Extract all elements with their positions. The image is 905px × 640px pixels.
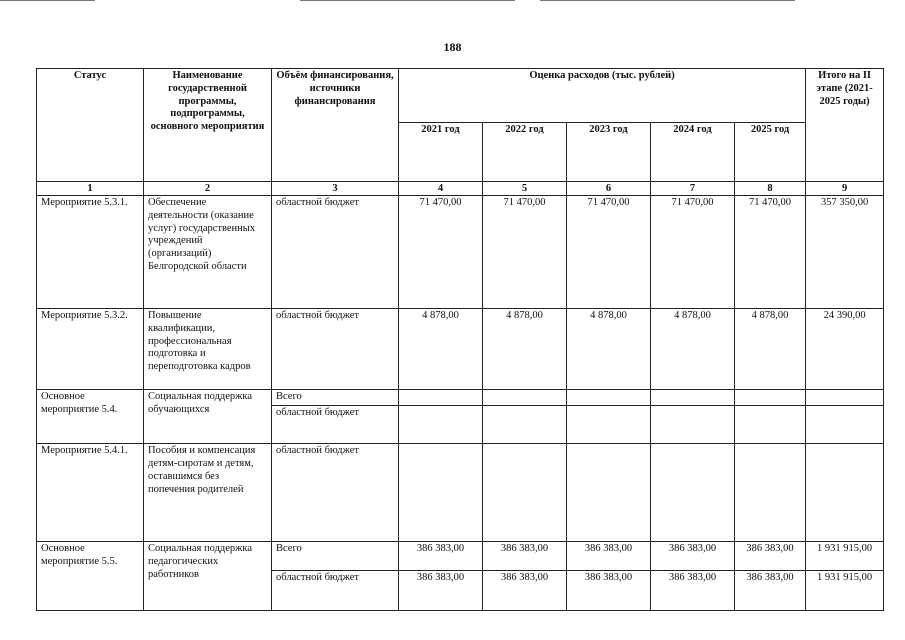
row-status: Мероприятие 5.3.2. <box>37 309 144 390</box>
row-value: 386 383,00 <box>735 570 806 610</box>
row-value: 4 878,00 <box>567 309 651 390</box>
row-source: Всего <box>272 389 399 405</box>
table-row <box>37 309 884 390</box>
row-total <box>806 405 884 443</box>
row-total <box>806 389 884 405</box>
row-value: 386 383,00 <box>567 542 651 570</box>
header-year: 2023 год <box>567 123 651 182</box>
row-source: областной бюджет <box>272 444 399 542</box>
row-total: 1 931 915,00 <box>806 542 884 570</box>
row-name: Повышение квалификации, профессиональная подготовка и переподготовка кадров <box>144 309 272 390</box>
header-volume: Объём финансирования, источники финансирования <box>272 69 399 182</box>
row-value: 71 470,00 <box>399 196 483 309</box>
row-source: областной бюджет <box>272 405 399 443</box>
row-value <box>483 389 567 405</box>
row-name: Обеспечение деятельности (оказание услуг) государственных учреждений (организаций) Белгородской области <box>144 196 272 309</box>
row-value <box>651 389 735 405</box>
row-value <box>483 405 567 443</box>
header-year: 2021 год <box>399 123 483 182</box>
row-value: 386 383,00 <box>651 542 735 570</box>
row-name: Социальная поддержка педагогических работников <box>144 542 272 611</box>
row-value: 71 470,00 <box>483 196 567 309</box>
header-year: 2022 год <box>483 123 567 182</box>
header-status: Статус <box>37 69 144 182</box>
column-number: 1 <box>37 182 144 196</box>
row-total: 24 390,00 <box>806 309 884 390</box>
row-value: 386 383,00 <box>483 542 567 570</box>
row-value <box>567 405 651 443</box>
row-value: 386 383,00 <box>735 542 806 570</box>
header-year: 2025 год <box>735 123 806 182</box>
table-row <box>37 196 884 309</box>
row-name: Социальная поддержка обучающихся <box>144 389 272 444</box>
row-value: 386 383,00 <box>399 570 483 610</box>
row-value: 4 878,00 <box>399 309 483 390</box>
column-number: 4 <box>399 182 483 196</box>
page-number: 188 <box>443 40 462 54</box>
row-value: 71 470,00 <box>651 196 735 309</box>
table-row <box>37 444 884 542</box>
row-value <box>651 444 735 542</box>
row-value: 386 383,00 <box>483 570 567 610</box>
row-value: 386 383,00 <box>651 570 735 610</box>
header-estimate: Оценка расходов (тыс. рублей) <box>399 69 806 123</box>
row-total: 1 931 915,00 <box>806 570 884 610</box>
row-value <box>651 405 735 443</box>
header-name: Наименование государственной программы, подпрограммы, основного мероприятия <box>144 69 272 182</box>
top-rule-left <box>0 0 95 1</box>
column-number: 9 <box>806 182 884 196</box>
top-rule-right <box>540 0 795 1</box>
row-value: 386 383,00 <box>567 570 651 610</box>
row-source: областной бюджет <box>272 570 399 610</box>
row-name: Пособия и компенсация детям-сиротам и детям, оставшимся без попечения родителей <box>144 444 272 542</box>
row-value <box>735 389 806 405</box>
header-year: 2024 год <box>651 123 735 182</box>
row-source: Всего <box>272 542 399 570</box>
row-value <box>399 389 483 405</box>
row-status: Мероприятие 5.4.1. <box>37 444 144 542</box>
row-total: 357 350,00 <box>806 196 884 309</box>
row-source: областной бюджет <box>272 196 399 309</box>
row-value <box>399 405 483 443</box>
row-value <box>567 444 651 542</box>
row-value: 386 383,00 <box>399 542 483 570</box>
row-value: 71 470,00 <box>735 196 806 309</box>
row-source: областной бюджет <box>272 309 399 390</box>
row-total <box>806 444 884 542</box>
row-value: 4 878,00 <box>483 309 567 390</box>
column-number: 6 <box>567 182 651 196</box>
row-value <box>735 405 806 443</box>
budget-table <box>36 68 884 611</box>
table-row <box>37 389 884 405</box>
row-value <box>483 444 567 542</box>
column-number: 5 <box>483 182 567 196</box>
column-number: 2 <box>144 182 272 196</box>
row-value: 4 878,00 <box>735 309 806 390</box>
row-status: Основное мероприятие 5.5. <box>37 542 144 611</box>
top-rule-mid <box>300 0 515 1</box>
row-status: Основное мероприятие 5.4. <box>37 389 144 444</box>
row-value <box>399 444 483 542</box>
row-value <box>735 444 806 542</box>
row-value <box>567 389 651 405</box>
column-number: 8 <box>735 182 806 196</box>
column-number: 3 <box>272 182 399 196</box>
row-value: 71 470,00 <box>567 196 651 309</box>
header-total: Итого на II этапе (2021-2025 годы) <box>806 69 884 182</box>
column-number: 7 <box>651 182 735 196</box>
row-value: 4 878,00 <box>651 309 735 390</box>
row-status: Мероприятие 5.3.1. <box>37 196 144 309</box>
table-row <box>37 542 884 570</box>
